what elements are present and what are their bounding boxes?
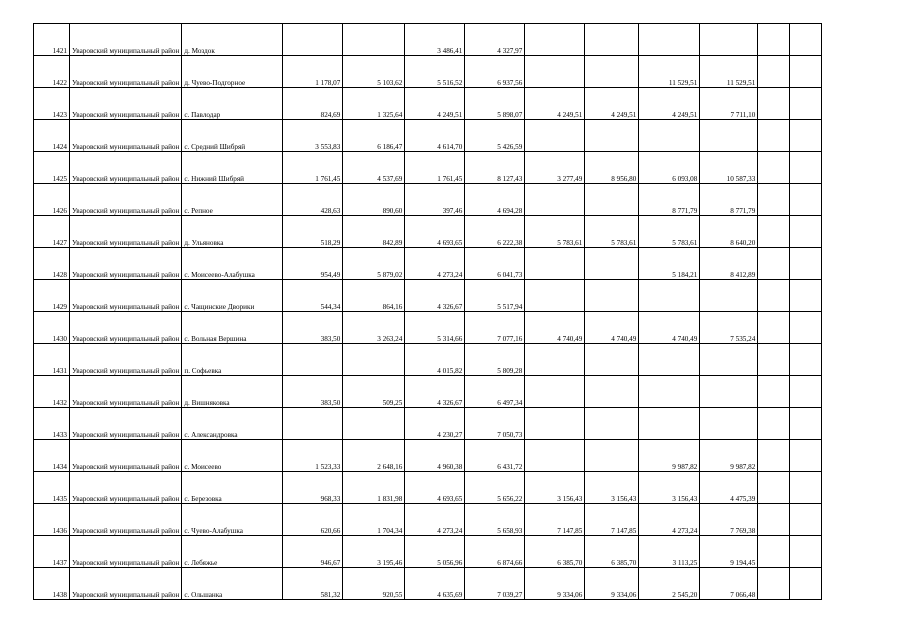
value-cell: 7 066,48 [700, 568, 758, 600]
value-cell [758, 152, 790, 184]
settlement-cell: д. Моздок [182, 24, 283, 56]
value-cell [758, 376, 790, 408]
settlement-cell: с. Репное [182, 184, 283, 216]
value-cell [283, 408, 343, 440]
value-cell [700, 120, 758, 152]
value-cell: 5 783,61 [525, 216, 585, 248]
district-cell: Уваровский муниципальный район [70, 120, 182, 152]
value-cell: 3 263,24 [343, 312, 405, 344]
value-cell [758, 280, 790, 312]
table-row [34, 24, 822, 56]
value-cell [758, 472, 790, 504]
value-cell: 4 249,51 [585, 88, 639, 120]
value-cell: 4 694,28 [465, 184, 525, 216]
value-cell: 4 693,65 [405, 216, 465, 248]
row-number-cell: 1435 [34, 472, 70, 504]
value-cell: 4 249,51 [405, 88, 465, 120]
value-cell [639, 280, 700, 312]
table-row [34, 408, 822, 440]
value-cell: 6 431,72 [465, 440, 525, 472]
value-cell: 5 314,66 [405, 312, 465, 344]
settlement-cell: д. Вишняковка [182, 376, 283, 408]
value-cell: 1 325,64 [343, 88, 405, 120]
value-cell [525, 248, 585, 280]
row-number-cell: 1438 [34, 568, 70, 600]
value-cell [790, 120, 822, 152]
table-row [34, 376, 822, 408]
value-cell: 842,89 [343, 216, 405, 248]
table-row [34, 504, 822, 536]
value-cell [283, 24, 343, 56]
district-cell: Уваровский муниципальный район [70, 88, 182, 120]
district-cell: Уваровский муниципальный район [70, 440, 182, 472]
row-number-cell: 1434 [34, 440, 70, 472]
value-cell: 5 517,94 [465, 280, 525, 312]
value-cell: 581,32 [283, 568, 343, 600]
value-cell: 4 015,82 [405, 344, 465, 376]
settlement-cell: с. Павлодар [182, 88, 283, 120]
table-row [34, 536, 822, 568]
value-cell [700, 376, 758, 408]
value-cell: 1 523,33 [283, 440, 343, 472]
value-cell [758, 408, 790, 440]
district-cell: Уваровский муниципальный район [70, 376, 182, 408]
settlement-cell: с. Нижний Шибряй [182, 152, 283, 184]
value-cell: 8 956,80 [585, 152, 639, 184]
value-cell: 7 039,27 [465, 568, 525, 600]
value-cell: 968,33 [283, 472, 343, 504]
value-cell: 1 831,98 [343, 472, 405, 504]
value-cell [790, 344, 822, 376]
value-cell: 4 960,38 [405, 440, 465, 472]
value-cell [639, 408, 700, 440]
row-number-cell: 1431 [34, 344, 70, 376]
value-cell [343, 344, 405, 376]
table-row [34, 280, 822, 312]
table-row [34, 120, 822, 152]
value-cell: 9 194,45 [700, 536, 758, 568]
value-cell [343, 408, 405, 440]
value-cell [700, 344, 758, 376]
table-row [34, 152, 822, 184]
value-cell: 7 147,85 [585, 504, 639, 536]
value-cell: 10 587,33 [700, 152, 758, 184]
value-cell: 3 553,83 [283, 120, 343, 152]
value-cell: 509,25 [343, 376, 405, 408]
value-cell: 7 769,38 [700, 504, 758, 536]
row-number-cell: 1425 [34, 152, 70, 184]
value-cell: 890,60 [343, 184, 405, 216]
value-cell [758, 312, 790, 344]
row-number-cell: 1421 [34, 24, 70, 56]
value-cell [758, 56, 790, 88]
value-cell: 5 426,59 [465, 120, 525, 152]
value-cell: 4 475,39 [700, 472, 758, 504]
value-cell: 9 987,82 [700, 440, 758, 472]
value-cell: 3 486,41 [405, 24, 465, 56]
district-cell: Уваровский муниципальный район [70, 280, 182, 312]
value-cell [585, 408, 639, 440]
value-cell [790, 152, 822, 184]
row-number-cell: 1437 [34, 536, 70, 568]
value-cell: 11 529,51 [639, 56, 700, 88]
value-cell: 3 156,43 [525, 472, 585, 504]
value-cell [790, 376, 822, 408]
value-cell: 397,46 [405, 184, 465, 216]
value-cell [790, 56, 822, 88]
value-cell: 7 050,73 [465, 408, 525, 440]
value-cell: 8 640,20 [700, 216, 758, 248]
value-cell [525, 184, 585, 216]
settlement-cell: с. Вольная Вершина [182, 312, 283, 344]
value-cell [790, 24, 822, 56]
value-cell: 3 113,25 [639, 536, 700, 568]
value-cell: 4 693,65 [405, 472, 465, 504]
value-cell: 4 740,49 [585, 312, 639, 344]
value-cell: 4 249,51 [639, 88, 700, 120]
value-cell: 7 077,16 [465, 312, 525, 344]
row-number-cell: 1426 [34, 184, 70, 216]
value-cell [758, 568, 790, 600]
value-cell: 8 412,89 [700, 248, 758, 280]
value-cell: 6 874,66 [465, 536, 525, 568]
value-cell: 518,29 [283, 216, 343, 248]
value-cell: 3 195,46 [343, 536, 405, 568]
value-cell: 6 041,73 [465, 248, 525, 280]
value-cell: 4 740,49 [525, 312, 585, 344]
value-cell [758, 184, 790, 216]
value-cell [585, 344, 639, 376]
value-cell: 4 273,24 [405, 504, 465, 536]
value-cell: 3 277,49 [525, 152, 585, 184]
value-cell [700, 408, 758, 440]
value-cell [585, 120, 639, 152]
district-cell: Уваровский муниципальный район [70, 408, 182, 440]
row-number-cell: 1429 [34, 280, 70, 312]
value-cell: 4 230,27 [405, 408, 465, 440]
value-cell: 8 127,43 [465, 152, 525, 184]
value-cell [790, 216, 822, 248]
value-cell [585, 440, 639, 472]
value-cell: 4 614,70 [405, 120, 465, 152]
value-cell [585, 184, 639, 216]
table-row [34, 344, 822, 376]
value-cell: 4 327,97 [465, 24, 525, 56]
value-cell [790, 504, 822, 536]
district-cell: Уваровский муниципальный район [70, 216, 182, 248]
value-cell: 383,50 [283, 312, 343, 344]
value-cell [758, 344, 790, 376]
value-cell [525, 376, 585, 408]
value-cell [790, 568, 822, 600]
value-cell [700, 24, 758, 56]
value-cell [585, 280, 639, 312]
value-cell [639, 24, 700, 56]
table-row [34, 184, 822, 216]
value-cell [585, 56, 639, 88]
district-cell: Уваровский муниципальный район [70, 56, 182, 88]
district-cell: Уваровский муниципальный район [70, 184, 182, 216]
value-cell: 5 056,96 [405, 536, 465, 568]
value-cell: 1 761,45 [283, 152, 343, 184]
row-number-cell: 1436 [34, 504, 70, 536]
row-number-cell: 1428 [34, 248, 70, 280]
value-cell: 5 516,52 [405, 56, 465, 88]
district-cell: Уваровский муниципальный район [70, 472, 182, 504]
value-cell: 5 898,07 [465, 88, 525, 120]
settlement-cell: с. Средний Шибряй [182, 120, 283, 152]
value-cell: 5 103,62 [343, 56, 405, 88]
value-cell: 9 334,06 [585, 568, 639, 600]
value-cell: 6 186,47 [343, 120, 405, 152]
value-cell [758, 88, 790, 120]
value-cell: 7 147,85 [525, 504, 585, 536]
table-body [34, 24, 822, 600]
settlement-cell: с. Александровка [182, 408, 283, 440]
value-cell: 6 497,34 [465, 376, 525, 408]
value-cell: 5 783,61 [639, 216, 700, 248]
value-cell [639, 376, 700, 408]
row-number-cell: 1427 [34, 216, 70, 248]
value-cell: 864,16 [343, 280, 405, 312]
value-cell [790, 184, 822, 216]
value-cell: 3 156,43 [639, 472, 700, 504]
value-cell: 620,66 [283, 504, 343, 536]
value-cell: 544,34 [283, 280, 343, 312]
value-cell: 383,50 [283, 376, 343, 408]
value-cell: 5 656,22 [465, 472, 525, 504]
value-cell: 4 249,51 [525, 88, 585, 120]
row-number-cell: 1430 [34, 312, 70, 344]
settlement-cell: с. Моисеево [182, 440, 283, 472]
value-cell: 8 771,79 [639, 184, 700, 216]
value-cell: 4 537,69 [343, 152, 405, 184]
settlement-cell: с. Ольшанка [182, 568, 283, 600]
settlement-cell: с. Лебяжье [182, 536, 283, 568]
value-cell [758, 248, 790, 280]
value-cell: 9 987,82 [639, 440, 700, 472]
settlement-cell: д. Чуево-Подгорное [182, 56, 283, 88]
value-cell [525, 24, 585, 56]
value-cell: 4 326,67 [405, 280, 465, 312]
value-cell [585, 248, 639, 280]
value-cell: 954,49 [283, 248, 343, 280]
value-cell: 6 385,70 [585, 536, 639, 568]
value-cell [525, 440, 585, 472]
value-cell [700, 280, 758, 312]
value-cell: 5 184,21 [639, 248, 700, 280]
value-cell [283, 344, 343, 376]
district-cell: Уваровский муниципальный район [70, 312, 182, 344]
value-cell: 7 535,24 [700, 312, 758, 344]
value-cell: 3 156,43 [585, 472, 639, 504]
value-cell: 4 326,67 [405, 376, 465, 408]
value-cell [790, 408, 822, 440]
row-number-cell: 1433 [34, 408, 70, 440]
value-cell: 6 093,08 [639, 152, 700, 184]
table-row [34, 568, 822, 600]
value-cell [585, 24, 639, 56]
value-cell: 946,67 [283, 536, 343, 568]
value-cell: 6 222,38 [465, 216, 525, 248]
table-row [34, 312, 822, 344]
value-cell: 4 273,24 [405, 248, 465, 280]
settlement-cell: п. Софьевка [182, 344, 283, 376]
value-cell [758, 440, 790, 472]
settlement-cell: с. Чуево-Алабушка [182, 504, 283, 536]
value-cell [525, 408, 585, 440]
value-cell [758, 120, 790, 152]
settlement-cell: с. Чащинские Дворики [182, 280, 283, 312]
value-cell: 5 658,93 [465, 504, 525, 536]
table-row [34, 56, 822, 88]
value-cell [790, 536, 822, 568]
row-number-cell: 1423 [34, 88, 70, 120]
settlement-cell: д. Ульяновка [182, 216, 283, 248]
value-cell: 6 937,56 [465, 56, 525, 88]
value-cell: 2 545,20 [639, 568, 700, 600]
value-cell [525, 344, 585, 376]
value-cell: 2 648,16 [343, 440, 405, 472]
value-cell: 9 334,06 [525, 568, 585, 600]
value-cell: 4 273,24 [639, 504, 700, 536]
value-cell [790, 440, 822, 472]
district-cell: Уваровский муниципальный район [70, 504, 182, 536]
value-cell: 5 879,02 [343, 248, 405, 280]
value-cell [758, 504, 790, 536]
value-cell [790, 472, 822, 504]
settlement-cell: с. Березовка [182, 472, 283, 504]
value-cell: 4 740,49 [639, 312, 700, 344]
value-cell: 5 783,61 [585, 216, 639, 248]
table-row [34, 216, 822, 248]
table-row [34, 248, 822, 280]
value-cell: 7 711,10 [700, 88, 758, 120]
value-cell: 824,69 [283, 88, 343, 120]
value-cell: 8 771,79 [700, 184, 758, 216]
value-cell: 11 529,51 [700, 56, 758, 88]
value-cell: 1 704,34 [343, 504, 405, 536]
value-cell [525, 56, 585, 88]
table-row [34, 88, 822, 120]
row-number-cell: 1422 [34, 56, 70, 88]
value-cell [758, 536, 790, 568]
value-cell [758, 24, 790, 56]
value-cell [790, 312, 822, 344]
value-cell: 4 635,69 [405, 568, 465, 600]
value-cell: 5 809,28 [465, 344, 525, 376]
district-cell: Уваровский муниципальный район [70, 344, 182, 376]
table-row [34, 440, 822, 472]
value-cell: 428,63 [283, 184, 343, 216]
value-cell: 920,55 [343, 568, 405, 600]
district-cell: Уваровский муниципальный район [70, 24, 182, 56]
value-cell [343, 24, 405, 56]
value-cell [525, 120, 585, 152]
value-cell: 1 761,45 [405, 152, 465, 184]
value-cell [790, 248, 822, 280]
value-cell [790, 88, 822, 120]
value-cell [758, 216, 790, 248]
value-cell [790, 280, 822, 312]
value-cell [639, 120, 700, 152]
table-row [34, 472, 822, 504]
row-number-cell: 1424 [34, 120, 70, 152]
data-table [33, 23, 822, 600]
value-cell [585, 376, 639, 408]
value-cell: 6 385,70 [525, 536, 585, 568]
district-cell: Уваровский муниципальный район [70, 152, 182, 184]
value-cell: 1 178,07 [283, 56, 343, 88]
district-cell: Уваровский муниципальный район [70, 248, 182, 280]
value-cell [525, 280, 585, 312]
district-cell: Уваровский муниципальный район [70, 536, 182, 568]
value-cell [639, 344, 700, 376]
district-cell: Уваровский муниципальный район [70, 568, 182, 600]
settlement-cell: с. Моисеево-Алабушка [182, 248, 283, 280]
row-number-cell: 1432 [34, 376, 70, 408]
